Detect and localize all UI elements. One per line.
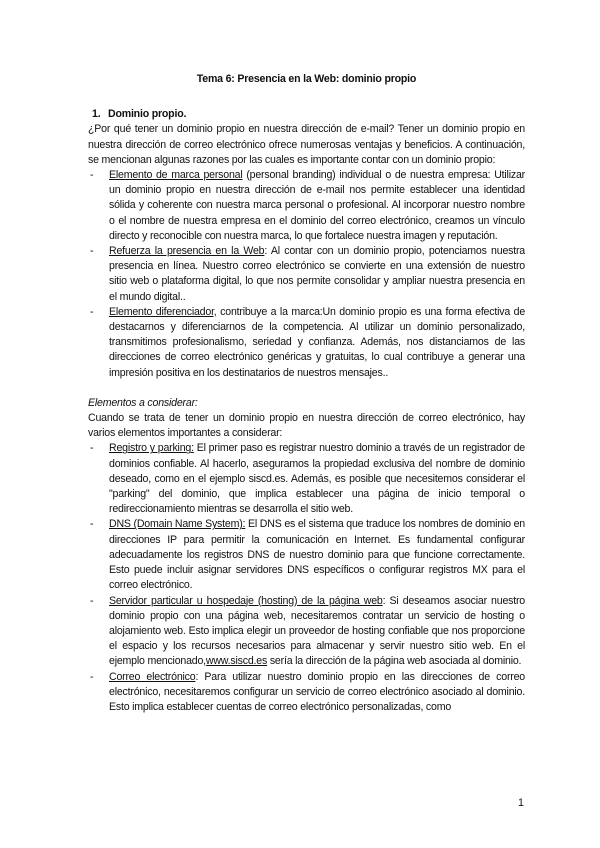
section2-intro: Cuando se trata de tener un dominio propio en nuestra dirección de correo electrónico, hay varios elementos importantes a considerar:	[88, 412, 525, 440]
list-item-term: Registro y parking:	[109, 442, 194, 455]
list-item	[88, 168, 525, 244]
list-item	[88, 441, 525, 517]
list-dash: -	[90, 245, 94, 258]
list-dash: -	[90, 169, 94, 182]
section-heading-dominio-propio	[92, 107, 525, 122]
list-item-text: contribuye a la marca:Un dominio propio es una forma efectiva de destacarnos y diferenciarnos de la competencia. Al utilizar un dominio personalizado, transmitimos profesionalismo, seriedad y confianza. Además, nos distanciamos de las direcciones de correo electrónico genéricas y gratuitas, lo cual contribuye a generar una impresión positiva en los destinatarios de nuestros mensajes..	[109, 305, 526, 379]
list-dash: -	[90, 305, 94, 318]
list-item-text: : Si deseamos asociar nuestro dominio propio con una página web, necesitaremos contratar un servicio de hosting o alojamiento web. Esto implica elegir un proveedor de hosting confiable que nos proporcione el espacio y los recursos necesarios para almacenar y servir nuestro sitio web. En el ejemplo mencionado,	[109, 594, 525, 668]
list-item-text: : Para utilizar nuestro dominio propio en las direcciones de correo electrónico, necesitaremos configurar un servicio de correo electrónico asociado al dominio. Esto implica establecer cuentas de correo electrónico personalizadas, como	[109, 670, 525, 713]
list-item	[88, 517, 525, 593]
section1-list	[88, 168, 525, 381]
list-item-text: (personal branding) individual o de nuestra empresa: Utilizar un dominio propio en nuestra dirección de e-mail nos permite establecer una identidad sólida y coherente con nuestra marca personal o profesional. Al incorporar nuestro nombre o el nombre de nuestra empresa en el dominio del correo electrónico, creamos un vínculo directo y reconocible con nuestra marca, lo que fortalece nuestra imagen y reputación.	[109, 169, 525, 242]
list-item-term: Refuerza la presencia en la Web	[109, 245, 265, 258]
section-number: 1.	[92, 108, 101, 121]
paragraph-spacer	[88, 381, 525, 396]
list-item-term: Servidor particular u hospedaje (hosting) de la página web	[109, 594, 383, 607]
section2-list	[88, 441, 525, 715]
list-item	[88, 305, 525, 381]
list-item-term: Elemento de marca personal	[109, 169, 243, 182]
list-item-text: : Al contar con un dominio propio, potenciamos nuestra presencia en línea. Nuestro correo electrónico se convierte en una extensión de nuestro sitio web o plataforma digital, lo que nos permite consolidar y ampliar nuestra presencia en el mundo digital..	[109, 245, 525, 303]
section1-intro: ¿Por qué tener un dominio propio en nuestra dirección de e-mail? Tener un dominio propio en nuestra dirección de correo electrónico ofrece numerosas ventajas y beneficios. A continuación, se mencionan algunas razones por las cuales es importante contar con un dominio propio:	[88, 123, 525, 166]
list-dash: -	[90, 442, 94, 455]
list-item-term: Elemento diferenciador,	[109, 305, 217, 318]
list-item-text: El DNS es el sistema que traduce los nombres de dominio en direcciones IP para permitir la comunicación en Internet. Es fundamental configurar adecuadamente los registros DNS de nuestro dominio para que funcione correctamente. Esto puede incluir asignar servidores DNS específicos o configurar registros MX para el correo electrónico.	[109, 518, 525, 592]
website-link[interactable]: www.siscd.es	[205, 655, 268, 668]
list-item	[88, 244, 525, 305]
list-item-term: Correo electrónico	[109, 670, 196, 683]
page-number: 1	[518, 797, 524, 809]
list-dash: -	[90, 518, 94, 531]
section2-heading: Elementos a considerar:	[88, 396, 198, 409]
page-title: Tema 6: Presencia en la Web: dominio propio	[196, 73, 417, 85]
list-dash: -	[90, 670, 94, 683]
list-item	[88, 670, 525, 716]
document-content	[88, 72, 525, 715]
list-item-text: El primer paso es registrar nuestro dominio a través de un registrador de dominios confiable. Al hacerlo, aseguramos la propiedad exclusiva del nombre de dominio deseado, como en el ejemplo siscd.es. Además, es posible que necesitemos considerar el "parking" del dominio, que implica establecer una página de inicio temporal o redireccionamiento mientras se desarrolla el sitio web.	[109, 442, 525, 516]
list-item-term: DNS (Domain Name System):	[109, 518, 246, 531]
list-item-text-after: sería la dirección de la página web asociada al dominio.	[267, 655, 522, 668]
list-dash: -	[90, 594, 94, 607]
list-item	[88, 594, 525, 670]
section-heading-text: Dominio propio.	[108, 108, 187, 121]
